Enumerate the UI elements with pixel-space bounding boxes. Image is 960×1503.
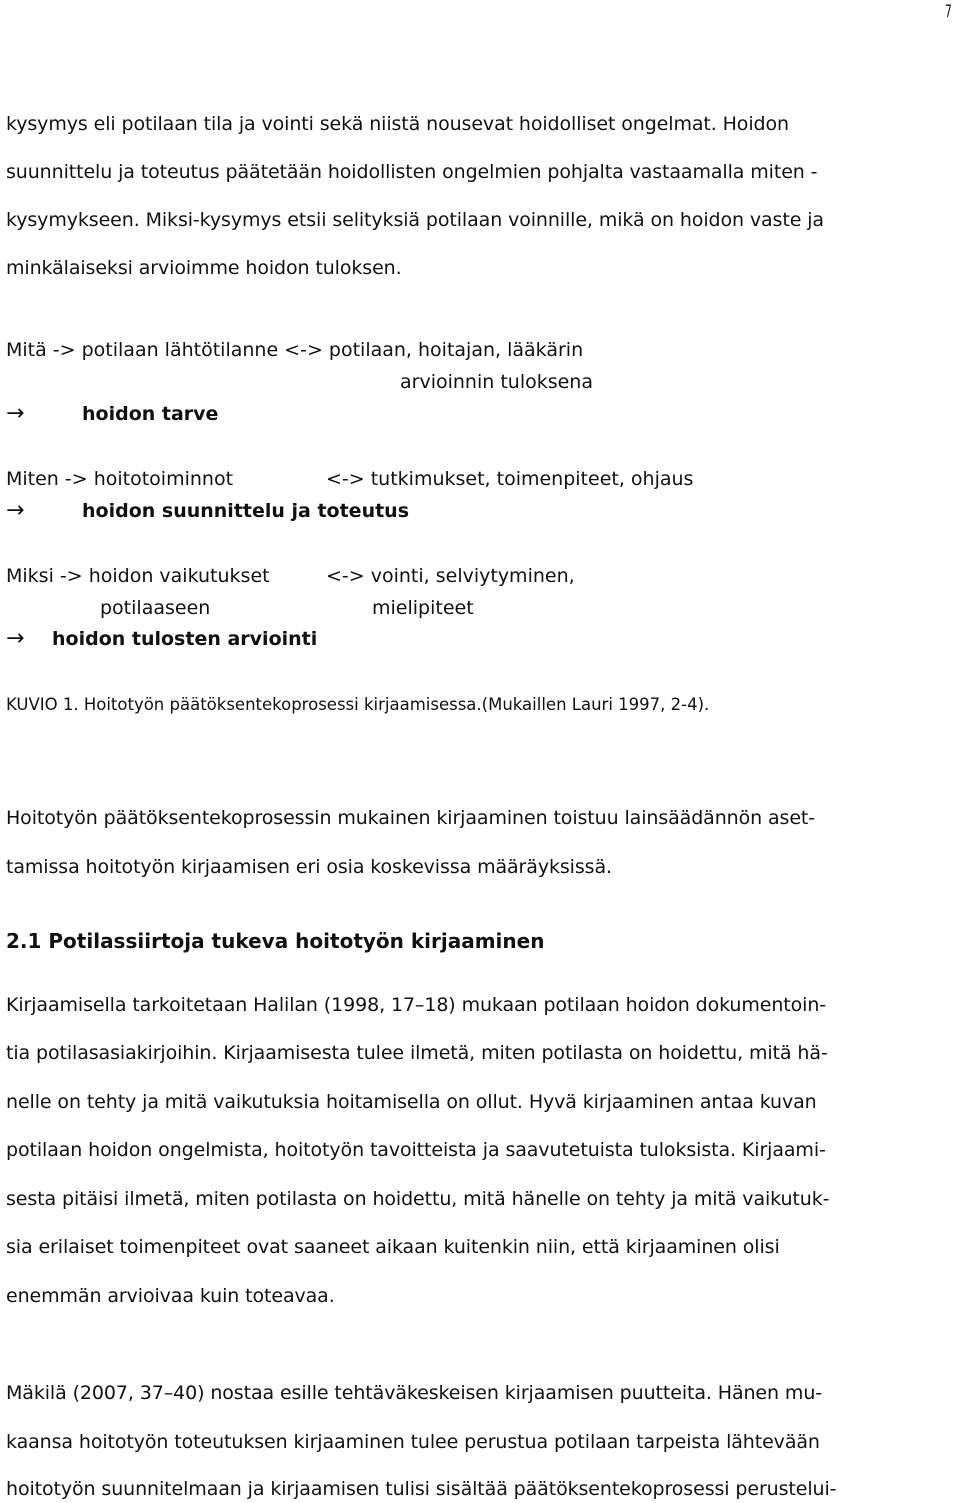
paragraph2-line-6: sia erilaiset toimenpiteet ovat saaneet aikaan kuitenkin niin, että kirjaaminen olisi <box>6 1236 780 1258</box>
paragraph3-line-1: Mäkilä (2007, 37–40) nostaa esille tehtäväkeskeisen kirjaamisen puutteita. Hänen mu- <box>6 1382 823 1404</box>
diagram-miksi-left-continuation: potilaaseen <box>100 597 211 619</box>
paragraph2-line-5: sesta pitäisi ilmetä, miten potilasta on hoidettu, mitä hänelle on tehty ja mitä vaikutuk- <box>6 1188 830 1210</box>
paragraph1-line-1: Hoitotyön päätöksentekoprosessin mukainen kirjaaminen toistuu lainsäädännön aset- <box>6 807 816 829</box>
arrow-icon: → <box>6 626 25 651</box>
diagram-miten-result: hoidon suunnittelu ja toteutus <box>82 500 410 522</box>
paragraph3-line-2: kaansa hoitotyön toteutuksen kirjaaminen tulee perustua potilaan tarpeista lähtevään <box>6 1431 820 1453</box>
arrow-icon: → <box>6 401 25 426</box>
intro-line-4: minkälaiseksi arvioimme hoidon tuloksen. <box>6 257 402 279</box>
diagram-miksi-result: hoidon tulosten arviointi <box>52 628 318 650</box>
diagram-mita-line: Mitä -> potilaan lähtötilanne <-> potilaan, hoitajan, lääkärin <box>6 339 584 361</box>
arrow-icon: → <box>6 498 25 523</box>
paragraph1-line-2: tamissa hoitotyön kirjaamisen eri osia koskevissa määräyksissä. <box>6 856 612 878</box>
diagram-mita-continuation: arvioinnin tuloksena <box>400 371 593 393</box>
paragraph3-line-3: hoitotyön suunnitelmaan ja kirjaamisen tulisi sisältää päätöksentekoprosessi perustelui- <box>6 1478 837 1500</box>
diagram-miksi-right: <-> vointi, selviytyminen, <box>326 565 575 587</box>
diagram-miksi-right-continuation: mielipiteet <box>372 597 474 619</box>
section-heading: 2.1 Potilassiirtoja tukeva hoitotyön kirjaaminen <box>6 929 545 953</box>
intro-line-1: kysymys eli potilaan tila ja vointi sekä niistä nousevat hoidolliset ongelmat. Hoidon <box>6 113 789 135</box>
paragraph2-line-1: Kirjaamisella tarkoitetaan Halilan (1998, 17–18) mukaan potilaan hoidon dokumentoin- <box>6 994 827 1016</box>
intro-line-2: suunnittelu ja toteutus päätetään hoidollisten ongelmien pohjalta vastaamalla miten - <box>6 161 818 183</box>
diagram-miten-left: Miten -> hoitotoiminnot <box>6 468 234 490</box>
intro-line-3: kysymykseen. Miksi-kysymys etsii selityksiä potilaan voinnille, mikä on hoidon vaste ja <box>6 209 824 231</box>
diagram-miten-right: <-> tutkimukset, toimenpiteet, ohjaus <box>326 468 694 490</box>
paragraph2-line-3: nelle on tehty ja mitä vaikutuksia hoitamisella on ollut. Hyvä kirjaaminen antaa kuvan <box>6 1091 817 1113</box>
diagram-miksi-left: Miksi -> hoidon vaikutukset <box>6 565 270 587</box>
paragraph2-line-4: potilaan hoidon ongelmista, hoitotyön tavoitteista ja saavutetuista tuloksista. Kirjaami- <box>6 1139 826 1161</box>
page-number: 7 <box>945 2 953 22</box>
diagram-mita-result: hoidon tarve <box>82 403 219 425</box>
paragraph2-line-2: tia potilasasiakirjoihin. Kirjaamisesta tulee ilmetä, miten potilasta on hoidettu, mitä hä- <box>6 1042 828 1064</box>
figure-caption: KUVIO 1. Hoitotyön päätöksentekoprosessi kirjaamisessa.(Mukaillen Lauri 1997, 2-4). <box>6 695 710 714</box>
paragraph2-line-7: enemmän arvioivaa kuin toteavaa. <box>6 1285 335 1307</box>
